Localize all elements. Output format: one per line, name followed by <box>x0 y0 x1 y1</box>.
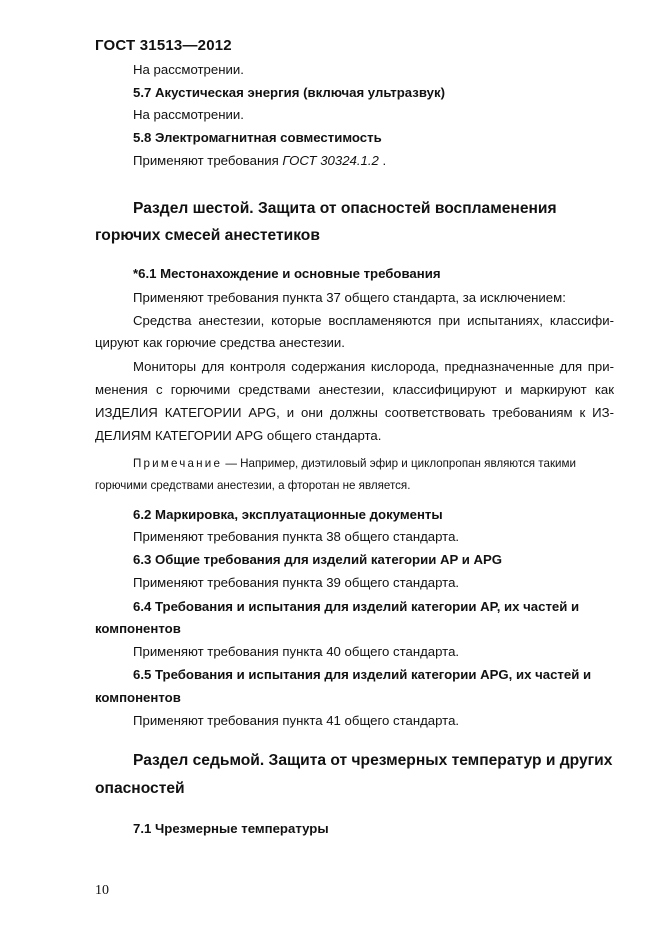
heading-6-4-line-2: компонентов <box>95 621 181 636</box>
section-6-title-line-2: горючих смесей анестетиков <box>95 227 320 244</box>
note-label: Примечание <box>133 457 223 470</box>
section-7-title-line-2: опасностей <box>95 780 185 797</box>
paragraph-6-1-exception-line-2: цируют как горючие средства анестезии. <box>95 335 345 350</box>
heading-5-7: 5.7 Акустическая энергия (включая ультразвук) <box>133 85 445 100</box>
document-header: ГОСТ 31513—2012 <box>95 37 232 54</box>
paragraph-6-1-monitors-line-3: ИЗДЕЛИЯ КАТЕГОРИИ APG, и они должны соответствовать требованиям к ИЗ- <box>95 405 614 420</box>
note-text-1: — Например, диэтиловый эфир и циклопропан являются такими <box>222 457 576 470</box>
paragraph-6-1-monitors-line-1: Мониторы для контроля содержания кислорода, предназначенные для при- <box>133 359 614 374</box>
note-line-1 <box>133 458 576 470</box>
paragraph-under-review-2: На рассмотрении. <box>133 107 244 122</box>
standard-reference: ГОСТ 30324.1.2 <box>282 153 379 168</box>
section-7-title-line-1: Раздел седьмой. Защита от чрезмерных температур и других <box>133 752 613 769</box>
heading-6-4-line-1: 6.4 Требования и испытания для изделий категории AP, их частей и <box>133 599 580 614</box>
note-line-2: горючими средствами анестезии, а фторотан не является. <box>95 479 411 492</box>
heading-6-1: *6.1 Местонахождение и основные требования <box>133 266 441 281</box>
section-6-title-line-1: Раздел шестой. Защита от опасностей воспламенения <box>133 200 557 217</box>
paragraph-6-2: Применяют требования пункта 38 общего стандарта. <box>133 529 460 544</box>
heading-6-5-line-1: 6.5 Требования и испытания для изделий категории APG, их частей и <box>133 667 592 682</box>
paragraph-5-8-end: . <box>378 153 387 168</box>
heading-6-3: 6.3 Общие требования для изделий категории AP и APG <box>133 552 503 567</box>
paragraph-5-8-text: Применяют требования <box>133 153 283 168</box>
paragraph-6-4: Применяют требования пункта 40 общего стандарта. <box>133 644 460 659</box>
heading-7-1: 7.1 Чрезмерные температуры <box>133 821 329 836</box>
paragraph-6-3: Применяют требования пункта 39 общего стандарта. <box>133 575 460 590</box>
paragraph-6-1-monitors-line-4: ДЕЛИЯМ КАТЕГОРИИ APG общего стандарта. <box>95 428 382 443</box>
heading-6-2: 6.2 Маркировка, эксплуатационные документы <box>133 507 443 522</box>
heading-5-8: 5.8 Электромагнитная совместимость <box>133 130 382 145</box>
paragraph-6-1-monitors-line-2: менения с горючими средствами анестезии, классифицируют и маркируют как <box>95 382 614 397</box>
paragraph-5-8 <box>133 154 386 167</box>
heading-6-5-line-2: компонентов <box>95 690 181 705</box>
paragraph-under-review-1: На рассмотрении. <box>133 62 244 77</box>
paragraph-6-5: Применяют требования пункта 41 общего стандарта. <box>133 713 460 728</box>
page-number: 10 <box>95 883 109 898</box>
paragraph-6-1-exception-line-1: Средства анестезии, которые воспламеняются при испытаниях, классифи- <box>133 313 614 328</box>
paragraph-6-1-intro: Применяют требования пункта 37 общего стандарта, за исключением: <box>133 290 566 305</box>
